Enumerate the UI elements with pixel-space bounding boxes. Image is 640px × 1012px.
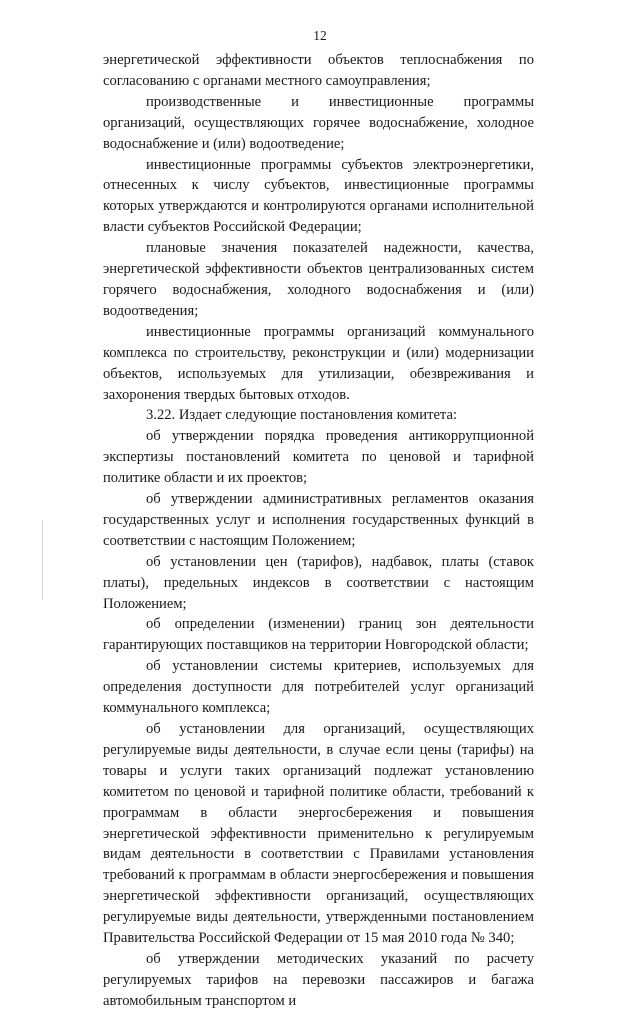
paragraph: инвестиционные программы организаций коммунального комплекса по строительству, реконструкции и (или) модернизации объектов, используемых для утилизации, обезвреживания и захоронения твердых бытовых отходов. bbox=[103, 323, 534, 403]
paragraph: об определении (изменении) границ зон деятельности гарантирующих поставщиков на территории Новгородской области; bbox=[103, 616, 534, 654]
paragraph-continuation: энергетической эффективности объектов теплоснабжения по согласованию с органами местного самоуправления; bbox=[103, 52, 534, 89]
section-heading-paragraph: 3.22. Издает следующие постановления комитета: bbox=[146, 407, 458, 424]
paragraph: производственные и инвестиционные программы организаций, осуществляющих горячее водоснабжение, холодное водоснабжение и (или) водоотведение; bbox=[103, 93, 534, 152]
paragraph: об установлении цен (тарифов), надбавок, платы (ставок платы), предельных индексов в соответствии с настоящим Положением; bbox=[103, 553, 534, 612]
paragraph: об утверждении порядка проведения антикоррупционной экспертизы постановлений комитета по ценовой и тарифной политике области и их проектов; bbox=[103, 428, 534, 487]
paragraph: об утверждении методических указаний по расчету регулируемых тарифов на перевозки пассажиров и багажа автомобильным транспортом и bbox=[103, 950, 534, 1009]
paragraph: об установлении системы критериев, используемых для определения доступности для потребителей услуг организаций коммунального комплекса; bbox=[103, 658, 534, 717]
paragraph: об утверждении административных регламентов оказания государственных услуг и исполнения государственных функций в соответствии с настоящим Положением; bbox=[103, 491, 534, 549]
scan-margin-mark bbox=[42, 520, 43, 600]
document-body bbox=[103, 50, 534, 1012]
paragraph: инвестиционные программы субъектов электроэнергетики, отнесенных к числу субъектов, инвестиционные программы которых утверждаются и контролируются органами исполнительной власти субъектов Российской Федерации; bbox=[103, 156, 534, 236]
page-number: 12 bbox=[313, 28, 327, 43]
paragraph: об установлении для организаций, осуществляющих регулируемые виды деятельности, в случае если цены (тарифы) на товары и услуги таких организаций подлежат установлению комитетом по ценовой и тарифной политике области, требований к программам в области энергосбережения и повышения энергетической эффективности применительно к регулируемым видам деятельности в соответствии с Правилами установления требований к программам в области энергосбережения и повышения энергетической эффективности организаций, осуществляющих регулируемые виды деятельности, утвержденными постановлением Правительства Российской Федерации от 15 мая 2010 года № 340; bbox=[103, 721, 534, 947]
paragraph: плановые значения показателей надежности, качества, энергетической эффективности объектов централизованных систем горячего водоснабжения, холодного водоснабжения и (или) водоотведения; bbox=[103, 240, 534, 319]
